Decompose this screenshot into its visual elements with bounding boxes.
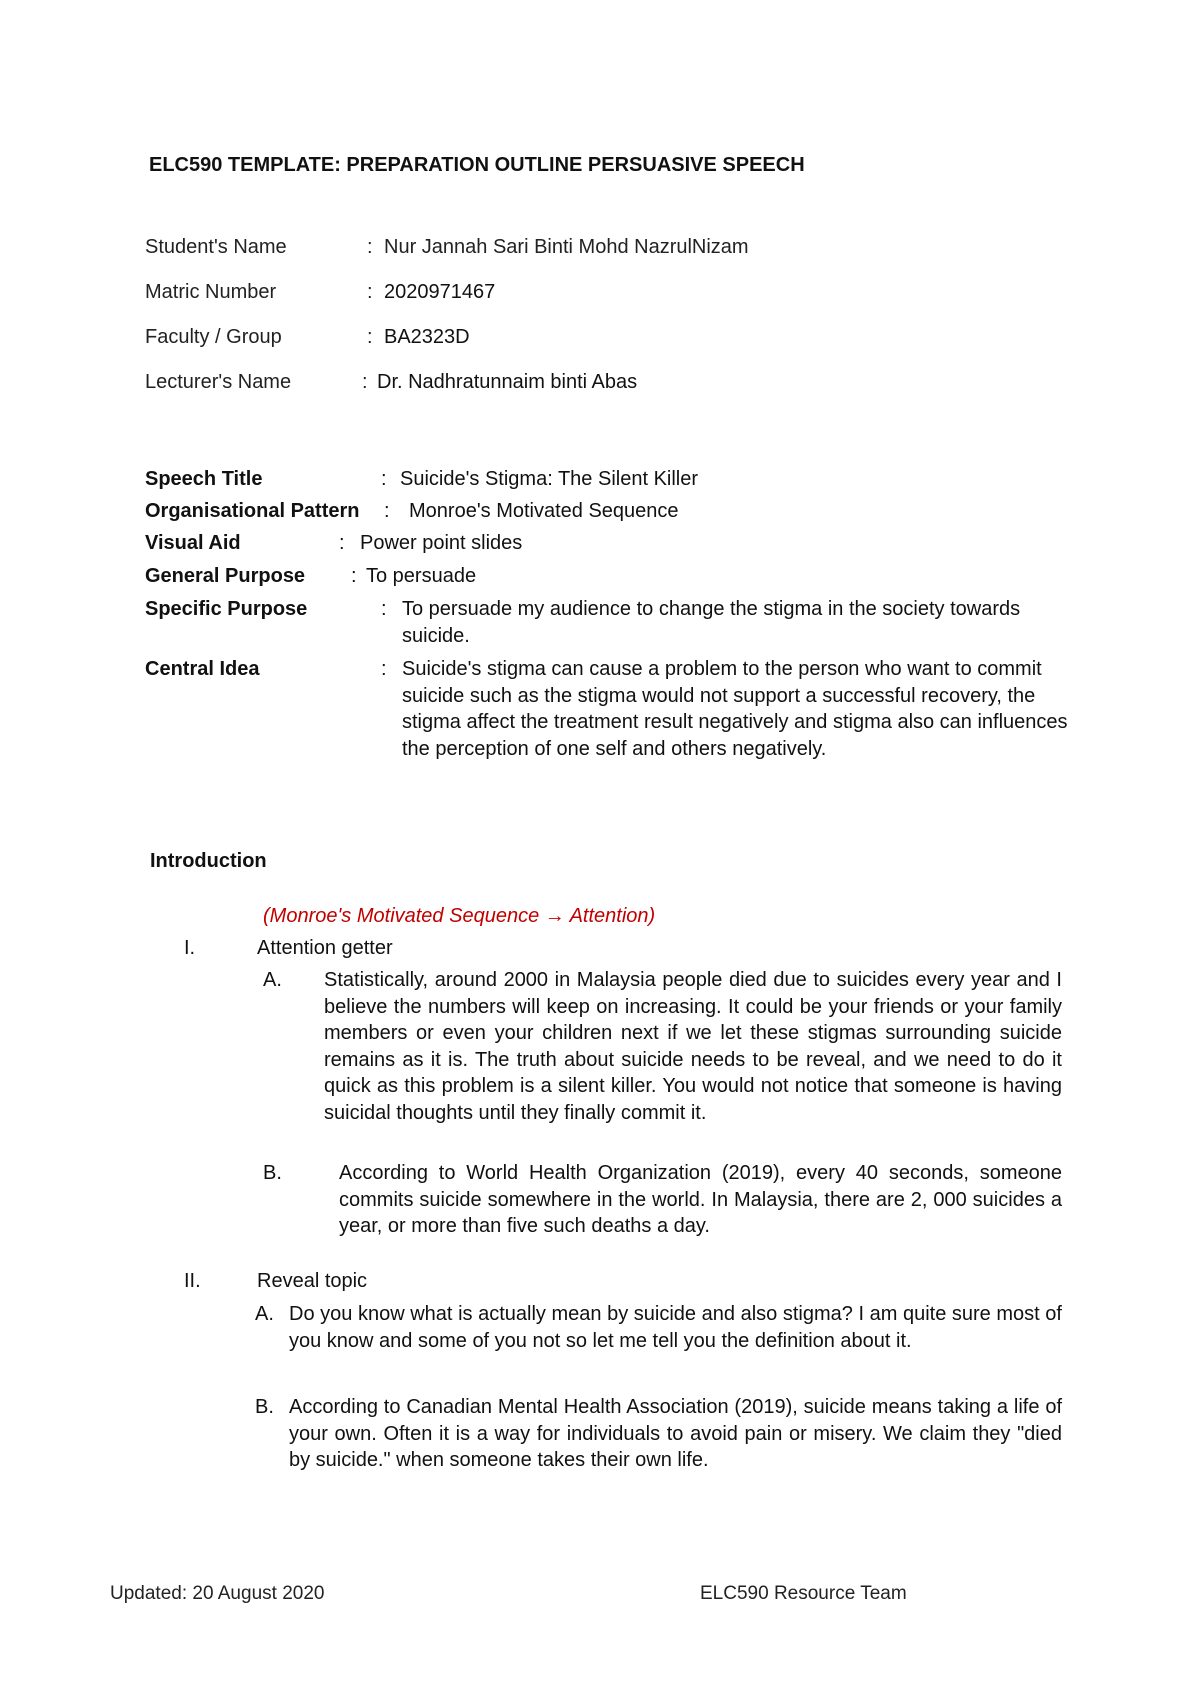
introduction-heading: Introduction	[150, 850, 267, 872]
specific-purpose-colon: :	[381, 598, 387, 620]
faculty-group-value: BA2323D	[384, 326, 470, 348]
student-name-value: Nur Jannah Sari Binti Mohd NazrulNizam	[384, 236, 749, 258]
footer-updated: Updated: 20 August 2020	[110, 1583, 325, 1604]
specific-purpose-label: Specific Purpose	[145, 598, 308, 620]
footer-team: ELC590 Resource Team	[700, 1583, 907, 1604]
central-idea-label: Central Idea	[145, 658, 260, 680]
general-purpose-value: To persuade	[366, 565, 477, 587]
central-idea-colon: :	[381, 658, 387, 680]
speech-title-value: Suicide's Stigma: The Silent Killer	[400, 468, 699, 490]
section-heading-attention-getter: Attention getter	[257, 937, 393, 959]
lecturer-name-value: Dr. Nadhratunnaim binti Abas	[377, 371, 638, 393]
lecturer-name-colon: :	[362, 371, 368, 393]
section-heading-reveal-topic: Reveal topic	[257, 1270, 368, 1292]
student-name-colon: :	[367, 236, 373, 258]
specific-purpose-value: To persuade my audience to change the stigma in the society towards suicide.	[402, 598, 1021, 647]
general-purpose-colon: :	[351, 565, 357, 587]
monroe-step: Attention)	[564, 905, 656, 927]
matric-number-value: 2020971467	[384, 281, 496, 303]
organisational-pattern-colon: :	[384, 500, 390, 522]
monroe-note	[263, 903, 655, 929]
visual-aid-label: Visual Aid	[145, 532, 241, 554]
faculty-group-colon: :	[367, 326, 373, 348]
organisational-pattern-label: Organisational Pattern	[145, 500, 360, 522]
visual-aid-colon: :	[339, 532, 345, 554]
point-letter: B.	[255, 1396, 274, 1418]
student-name-label: Student's Name	[145, 236, 287, 258]
lecturer-name-label: Lecturer's Name	[145, 371, 292, 393]
point-text: According to World Health Organization (2019), every 40 seconds, someone commits suicide somewhere in the world. In Malaysia, there are 2, 000 suicides a year, or more than five such deaths a day.	[339, 1162, 1062, 1237]
monroe-note-text: (Monroe's Motivated Sequence	[263, 905, 545, 927]
section-numeral: II.	[184, 1270, 201, 1292]
visual-aid-value: Power point slides	[360, 532, 523, 554]
right-arrow-icon: →	[544, 905, 565, 927]
matric-number-label: Matric Number	[145, 281, 277, 303]
point-letter: A.	[255, 1303, 274, 1325]
speech-title-label: Speech Title	[145, 468, 263, 490]
document-title: ELC590 TEMPLATE: PREPARATION OUTLINE PERSUASIVE SPEECH	[149, 154, 805, 176]
speech-title-colon: :	[381, 468, 387, 490]
point-text: Statistically, around 2000 in Malaysia people died due to suicides every year and I believe the numbers will keep on increasing. It could be your friends or your family members or even your children next if we let these stigmas surrounding suicide remains as it is. The truth about suicide needs to be reveal, and we need to do it quick as this problem is a silent killer. You would not notice that someone is having suicidal thoughts until they finally commit it.	[324, 969, 1062, 1124]
organisational-pattern-value: Monroe's Motivated Sequence	[409, 500, 679, 522]
point-text: Do you know what is actually mean by suicide and also stigma? I am quite sure most of you know and some of you not so let me tell you the definition about it.	[289, 1303, 1062, 1352]
section-numeral: I.	[184, 937, 196, 959]
matric-number-colon: :	[367, 281, 373, 303]
central-idea-value: Suicide's stigma can cause a problem to the person who want to commit suicide such as the stigma would not support a successful recovery, the stigma affect the treatment result negatively and stigma also can influences the perception of one self and others negatively.	[402, 658, 1068, 760]
point-text: According to Canadian Mental Health Association (2019), suicide means taking a life of your own. Often it is a way for individuals to avoid pain or misery. We claim they "died by suicide." when someone takes their own life.	[289, 1396, 1062, 1471]
point-letter: B.	[263, 1162, 282, 1184]
general-purpose-label: General Purpose	[145, 565, 306, 587]
point-letter: A.	[263, 969, 282, 991]
faculty-group-label: Faculty / Group	[145, 326, 282, 348]
